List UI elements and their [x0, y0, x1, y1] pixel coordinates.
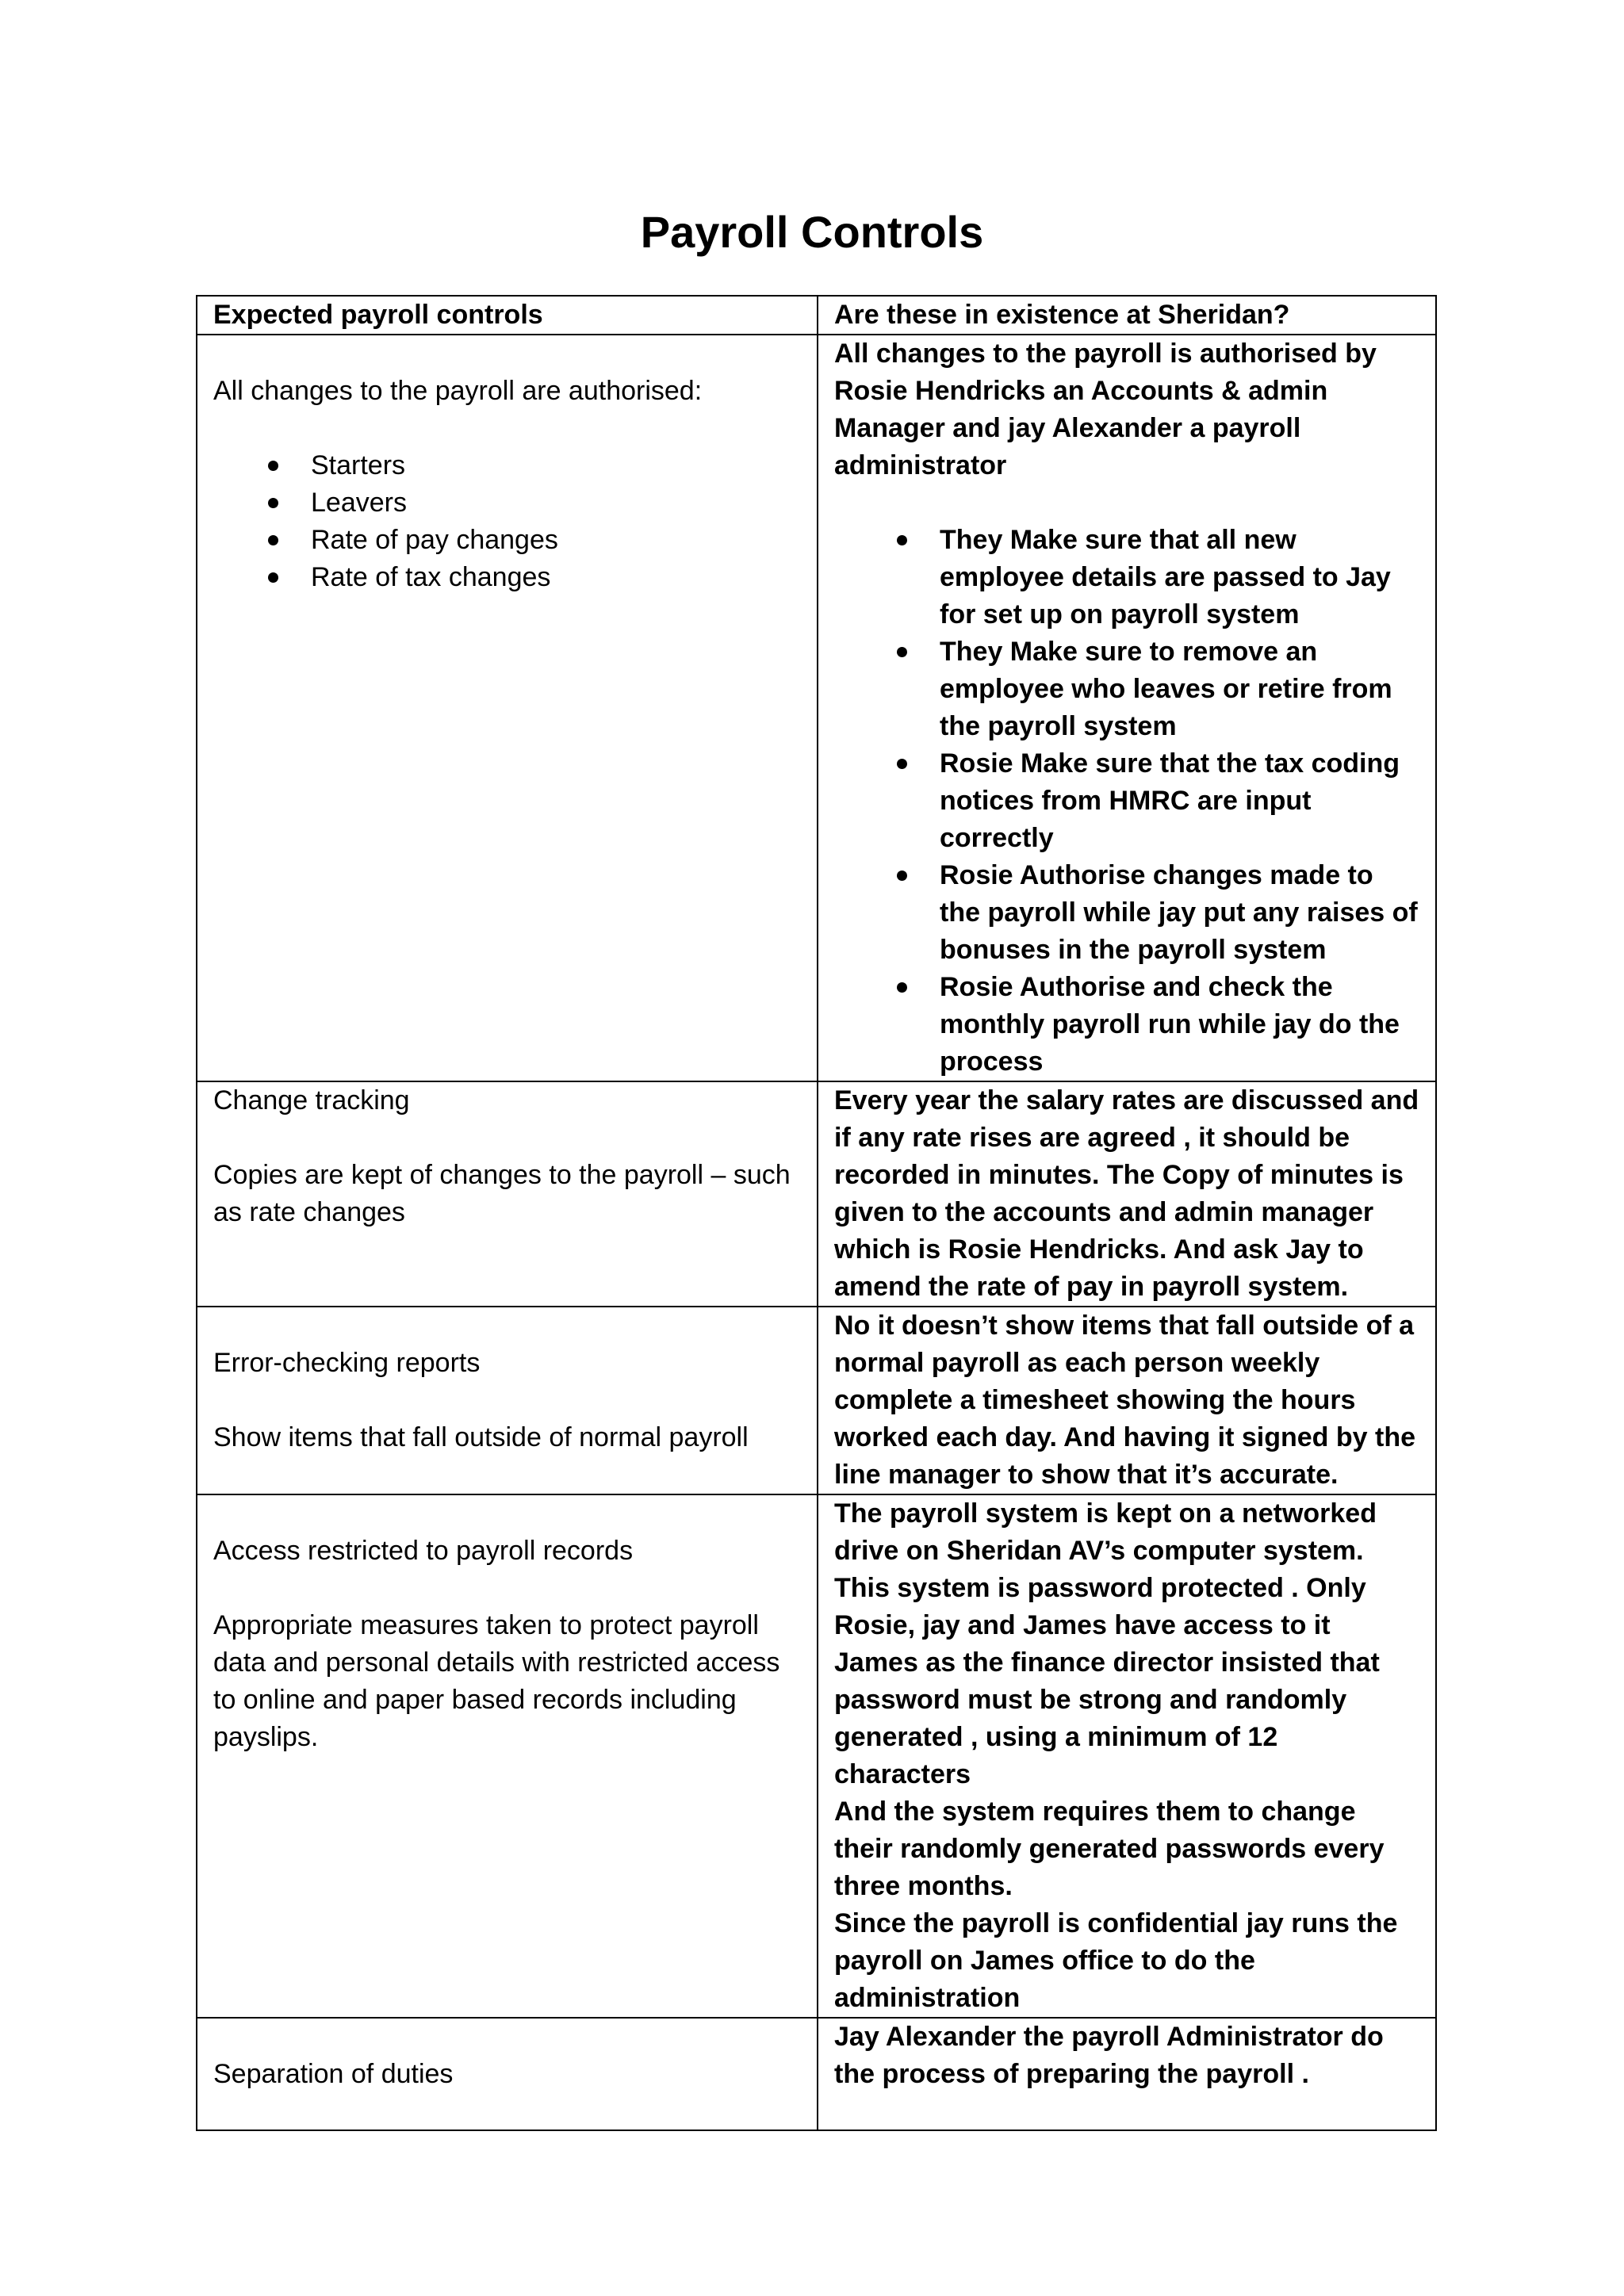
- bullet-icon: [268, 498, 278, 508]
- table-row: [197, 1494, 1436, 2018]
- bullet-icon: [897, 871, 907, 881]
- list-item: [213, 484, 802, 522]
- control-cell: [197, 2018, 818, 2130]
- existence-answer: The payroll system is kept on a networked drive on Sheridan AV’s computer system. This system is password protected . Only Rosie, jay and James have access to it: [834, 1498, 1377, 1640]
- existence-answer: No it doesn’t show items that fall outside of a normal payroll as each person weekly complete a timesheet showing the hours worked each day. And having it signed by the line manager to show that it’s accurate.: [834, 1311, 1416, 1490]
- control-bullet-list: [213, 447, 802, 596]
- existence-answer: And the system requires them to change their randomly generated passwords every three months.: [834, 1797, 1385, 1901]
- existence-cell: [818, 1307, 1436, 1494]
- list-item-text: They Make sure to remove an employee who leaves or retire from the payroll system: [940, 637, 1392, 741]
- existence-cell: [818, 335, 1436, 1081]
- existence-answer: All changes to the payroll is authorised by Rosie Hendricks an Accounts & admin Manager and jay Alexander a payroll administrator: [834, 339, 1377, 480]
- existence-answer: Every year the salary rates are discussed and if any rate rises are agreed , it should be recorded in minutes. The Copy of minutes is given to the accounts and admin manager which is Rosie Hendricks. And ask Jay to amend the rate of pay in payroll system.: [834, 1085, 1419, 1302]
- control-cell: [197, 1494, 818, 2018]
- bullet-icon: [268, 572, 278, 583]
- list-item: [213, 559, 802, 596]
- table-header-row: [197, 296, 1436, 335]
- list-item-text: Rosie Authorise changes made to the payroll while jay put any raises of bonuses in the payroll system: [940, 860, 1418, 965]
- list-item-text: They Make sure that all new employee details are passed to Jay for set up on payroll system: [940, 525, 1391, 629]
- table-row: [197, 1307, 1436, 1494]
- payroll-controls-table: [196, 295, 1437, 2131]
- bullet-icon: [897, 535, 907, 545]
- control-cell: [197, 1081, 818, 1307]
- existence-cell: [818, 1494, 1436, 2018]
- header-expected-controls: Expected payroll controls: [197, 296, 818, 335]
- list-item-text: Rate of tax changes: [311, 562, 551, 592]
- control-heading: Change tracking: [213, 1085, 410, 1115]
- control-cell: [197, 1307, 818, 1494]
- existence-cell: [818, 2018, 1436, 2130]
- existence-answer: Since the payroll is confidential jay runs the payroll on James office to do the administration: [834, 1908, 1398, 2013]
- bullet-icon: [897, 982, 907, 993]
- list-item-text: Rosie Make sure that the tax coding notices from HMRC are input correctly: [940, 748, 1400, 853]
- list-item-text: Rate of pay changes: [311, 525, 558, 555]
- existence-answer: Jay Alexander the payroll Administrator do the process of preparing the payroll .: [834, 2022, 1384, 2089]
- list-item-text: Starters: [311, 450, 406, 480]
- bullet-icon: [268, 535, 278, 545]
- control-description: Show items that fall outside of normal payroll: [213, 1422, 749, 1452]
- control-heading: Error-checking reports: [213, 1348, 481, 1378]
- control-cell: [197, 335, 818, 1081]
- existence-bullet-list: [834, 522, 1421, 1081]
- table-row: [197, 1081, 1436, 1307]
- existence-cell: [818, 1081, 1436, 1307]
- existence-answer: James as the finance director insisted that password must be strong and randomly generated , using a minimum of 12 characters: [834, 1647, 1380, 1789]
- control-description: All changes to the payroll are authorised:: [213, 376, 703, 406]
- header-existence-at-sheridan: Are these in existence at Sheridan?: [818, 296, 1436, 335]
- bullet-icon: [268, 461, 278, 471]
- list-item: [834, 522, 1421, 633]
- list-item: [834, 633, 1421, 745]
- list-item-text: Leavers: [311, 488, 407, 518]
- bullet-icon: [897, 647, 907, 657]
- list-item: [213, 522, 802, 559]
- list-item: [834, 969, 1421, 1081]
- control-description: Appropriate measures taken to protect payroll data and personal details with restricted access to online and paper based records including payslips.: [213, 1610, 780, 1752]
- control-description: Copies are kept of changes to the payroll – such as rate changes: [213, 1160, 791, 1227]
- list-item: [213, 447, 802, 484]
- page-title: Payroll Controls: [640, 207, 984, 257]
- control-heading: Access restricted to payroll records: [213, 1536, 634, 1566]
- bullet-icon: [897, 759, 907, 769]
- control-heading: Separation of duties: [213, 2059, 454, 2089]
- list-item-text: Rosie Authorise and check the monthly payroll run while jay do the process: [940, 972, 1400, 1077]
- table-row: [197, 2018, 1436, 2130]
- list-item: [834, 745, 1421, 857]
- list-item: [834, 857, 1421, 969]
- table-row: [197, 335, 1436, 1081]
